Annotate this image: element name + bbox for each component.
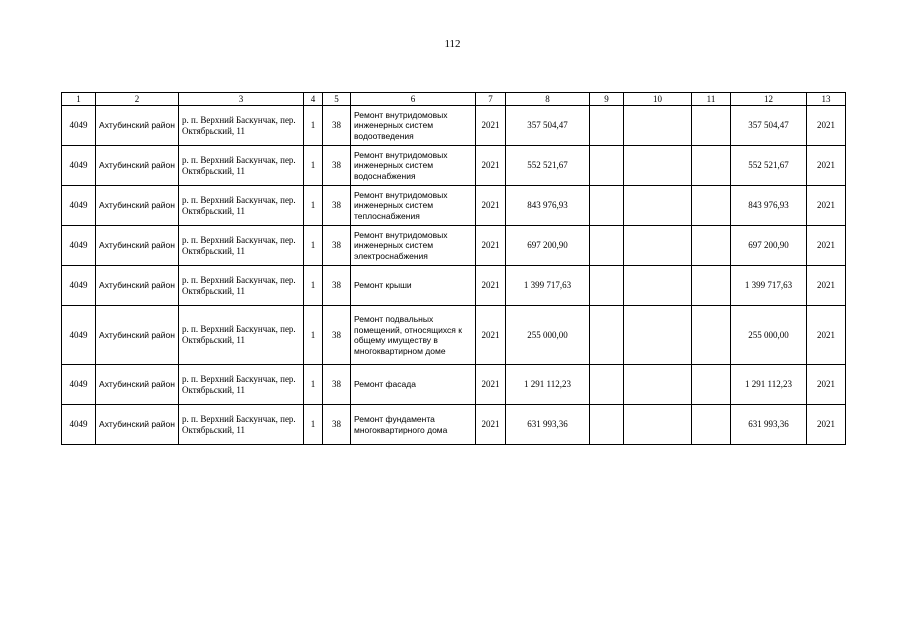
col10-cell <box>624 106 692 146</box>
amount-cell: 1 291 112,23 <box>506 365 590 405</box>
col5-cell: 38 <box>323 226 351 266</box>
year-cell: 2021 <box>476 146 506 186</box>
address-cell: р. п. Верхний Баскунчак, пер. Октябрьский, 11 <box>179 146 304 186</box>
col11-cell <box>692 226 731 266</box>
year-cell: 2021 <box>476 226 506 266</box>
col10-cell <box>624 405 692 445</box>
col5-cell: 38 <box>323 266 351 306</box>
row-id: 4049 <box>62 405 96 445</box>
amount-cell: 357 504,47 <box>506 106 590 146</box>
col4-cell: 1 <box>304 365 323 405</box>
amount-cell: 697 200,90 <box>506 226 590 266</box>
completion-year-cell: 2021 <box>807 186 846 226</box>
col10-cell <box>624 365 692 405</box>
work-type-cell: Ремонт крыши <box>351 266 476 306</box>
column-header: 10 <box>624 93 692 106</box>
col9-cell <box>590 106 624 146</box>
col10-cell <box>624 226 692 266</box>
table-row <box>62 365 846 405</box>
address-cell: р. п. Верхний Баскунчак, пер. Октябрьский, 11 <box>179 365 304 405</box>
row-id: 4049 <box>62 306 96 365</box>
table-body <box>62 106 846 445</box>
work-type-cell: Ремонт фундамента многоквартирного дома <box>351 405 476 445</box>
col10-cell <box>624 186 692 226</box>
col5-cell: 38 <box>323 106 351 146</box>
col9-cell <box>590 226 624 266</box>
year-cell: 2021 <box>476 186 506 226</box>
col11-cell <box>692 106 731 146</box>
total-cell: 552 521,67 <box>731 146 807 186</box>
district-cell: Ахтубинский район <box>96 226 179 266</box>
col5-cell: 38 <box>323 186 351 226</box>
district-cell: Ахтубинский район <box>96 106 179 146</box>
address-cell: р. п. Верхний Баскунчак, пер. Октябрьский, 11 <box>179 106 304 146</box>
work-type-cell: Ремонт внутридомовых инженерных систем водоснабжения <box>351 146 476 186</box>
col9-cell <box>590 306 624 365</box>
year-cell: 2021 <box>476 365 506 405</box>
col10-cell <box>624 266 692 306</box>
column-number-row <box>62 93 846 106</box>
total-cell: 1 399 717,63 <box>731 266 807 306</box>
amount-cell: 843 976,93 <box>506 186 590 226</box>
col11-cell <box>692 146 731 186</box>
total-cell: 255 000,00 <box>731 306 807 365</box>
table-row <box>62 266 846 306</box>
district-cell: Ахтубинский район <box>96 405 179 445</box>
col4-cell: 1 <box>304 266 323 306</box>
completion-year-cell: 2021 <box>807 146 846 186</box>
page-number: 112 <box>444 38 461 50</box>
column-header: 7 <box>476 93 506 106</box>
row-id: 4049 <box>62 186 96 226</box>
table-row <box>62 226 846 266</box>
col10-cell <box>624 306 692 365</box>
amount-cell: 631 993,36 <box>506 405 590 445</box>
work-type-cell: Ремонт внутридомовых инженерных систем водоотведения <box>351 106 476 146</box>
col4-cell: 1 <box>304 306 323 365</box>
address-cell: р. п. Верхний Баскунчак, пер. Октябрьский, 11 <box>179 226 304 266</box>
total-cell: 357 504,47 <box>731 106 807 146</box>
year-cell: 2021 <box>476 306 506 365</box>
col9-cell <box>590 266 624 306</box>
total-cell: 843 976,93 <box>731 186 807 226</box>
col9-cell <box>590 405 624 445</box>
year-cell: 2021 <box>476 405 506 445</box>
total-cell: 1 291 112,23 <box>731 365 807 405</box>
completion-year-cell: 2021 <box>807 106 846 146</box>
col4-cell: 1 <box>304 405 323 445</box>
district-cell: Ахтубинский район <box>96 146 179 186</box>
table-row <box>62 306 846 365</box>
district-cell: Ахтубинский район <box>96 186 179 226</box>
col4-cell: 1 <box>304 146 323 186</box>
completion-year-cell: 2021 <box>807 266 846 306</box>
col9-cell <box>590 146 624 186</box>
table-row <box>62 146 846 186</box>
column-header: 3 <box>179 93 304 106</box>
col11-cell <box>692 266 731 306</box>
district-cell: Ахтубинский район <box>96 266 179 306</box>
col11-cell <box>692 405 731 445</box>
address-cell: р. п. Верхний Баскунчак, пер. Октябрьский, 11 <box>179 186 304 226</box>
col9-cell <box>590 365 624 405</box>
amount-cell: 1 399 717,63 <box>506 266 590 306</box>
address-cell: р. п. Верхний Баскунчак, пер. Октябрьский, 11 <box>179 266 304 306</box>
work-type-cell: Ремонт внутридомовых инженерных систем электроснабжения <box>351 226 476 266</box>
completion-year-cell: 2021 <box>807 226 846 266</box>
table-row <box>62 106 846 146</box>
completion-year-cell: 2021 <box>807 405 846 445</box>
column-header: 6 <box>351 93 476 106</box>
col4-cell: 1 <box>304 106 323 146</box>
row-id: 4049 <box>62 226 96 266</box>
district-cell: Ахтубинский район <box>96 365 179 405</box>
work-type-cell: Ремонт фасада <box>351 365 476 405</box>
col11-cell <box>692 306 731 365</box>
year-cell: 2021 <box>476 106 506 146</box>
col9-cell <box>590 186 624 226</box>
col10-cell <box>624 146 692 186</box>
column-header: 12 <box>731 93 807 106</box>
col4-cell: 1 <box>304 186 323 226</box>
row-id: 4049 <box>62 146 96 186</box>
completion-year-cell: 2021 <box>807 306 846 365</box>
amount-cell: 552 521,67 <box>506 146 590 186</box>
col11-cell <box>692 365 731 405</box>
col5-cell: 38 <box>323 146 351 186</box>
total-cell: 697 200,90 <box>731 226 807 266</box>
work-type-cell: Ремонт подвальных помещений, относящихся к общему имуществу в многоквартирном доме <box>351 306 476 365</box>
amount-cell: 255 000,00 <box>506 306 590 365</box>
col5-cell: 38 <box>323 306 351 365</box>
column-header: 13 <box>807 93 846 106</box>
address-cell: р. п. Верхний Баскунчак, пер. Октябрьский, 11 <box>179 306 304 365</box>
row-id: 4049 <box>62 365 96 405</box>
row-id: 4049 <box>62 106 96 146</box>
column-header: 9 <box>590 93 624 106</box>
column-header: 5 <box>323 93 351 106</box>
table-row <box>62 186 846 226</box>
total-cell: 631 993,36 <box>731 405 807 445</box>
table-row <box>62 405 846 445</box>
col5-cell: 38 <box>323 405 351 445</box>
column-header: 1 <box>62 93 96 106</box>
column-header: 2 <box>96 93 179 106</box>
column-header: 8 <box>506 93 590 106</box>
column-header: 11 <box>692 93 731 106</box>
repair-schedule-table <box>61 92 846 445</box>
col4-cell: 1 <box>304 226 323 266</box>
year-cell: 2021 <box>476 266 506 306</box>
col11-cell <box>692 186 731 226</box>
address-cell: р. п. Верхний Баскунчак, пер. Октябрьский, 11 <box>179 405 304 445</box>
completion-year-cell: 2021 <box>807 365 846 405</box>
row-id: 4049 <box>62 266 96 306</box>
col5-cell: 38 <box>323 365 351 405</box>
work-type-cell: Ремонт внутридомовых инженерных систем теплоснабжения <box>351 186 476 226</box>
district-cell: Ахтубинский район <box>96 306 179 365</box>
column-header: 4 <box>304 93 323 106</box>
